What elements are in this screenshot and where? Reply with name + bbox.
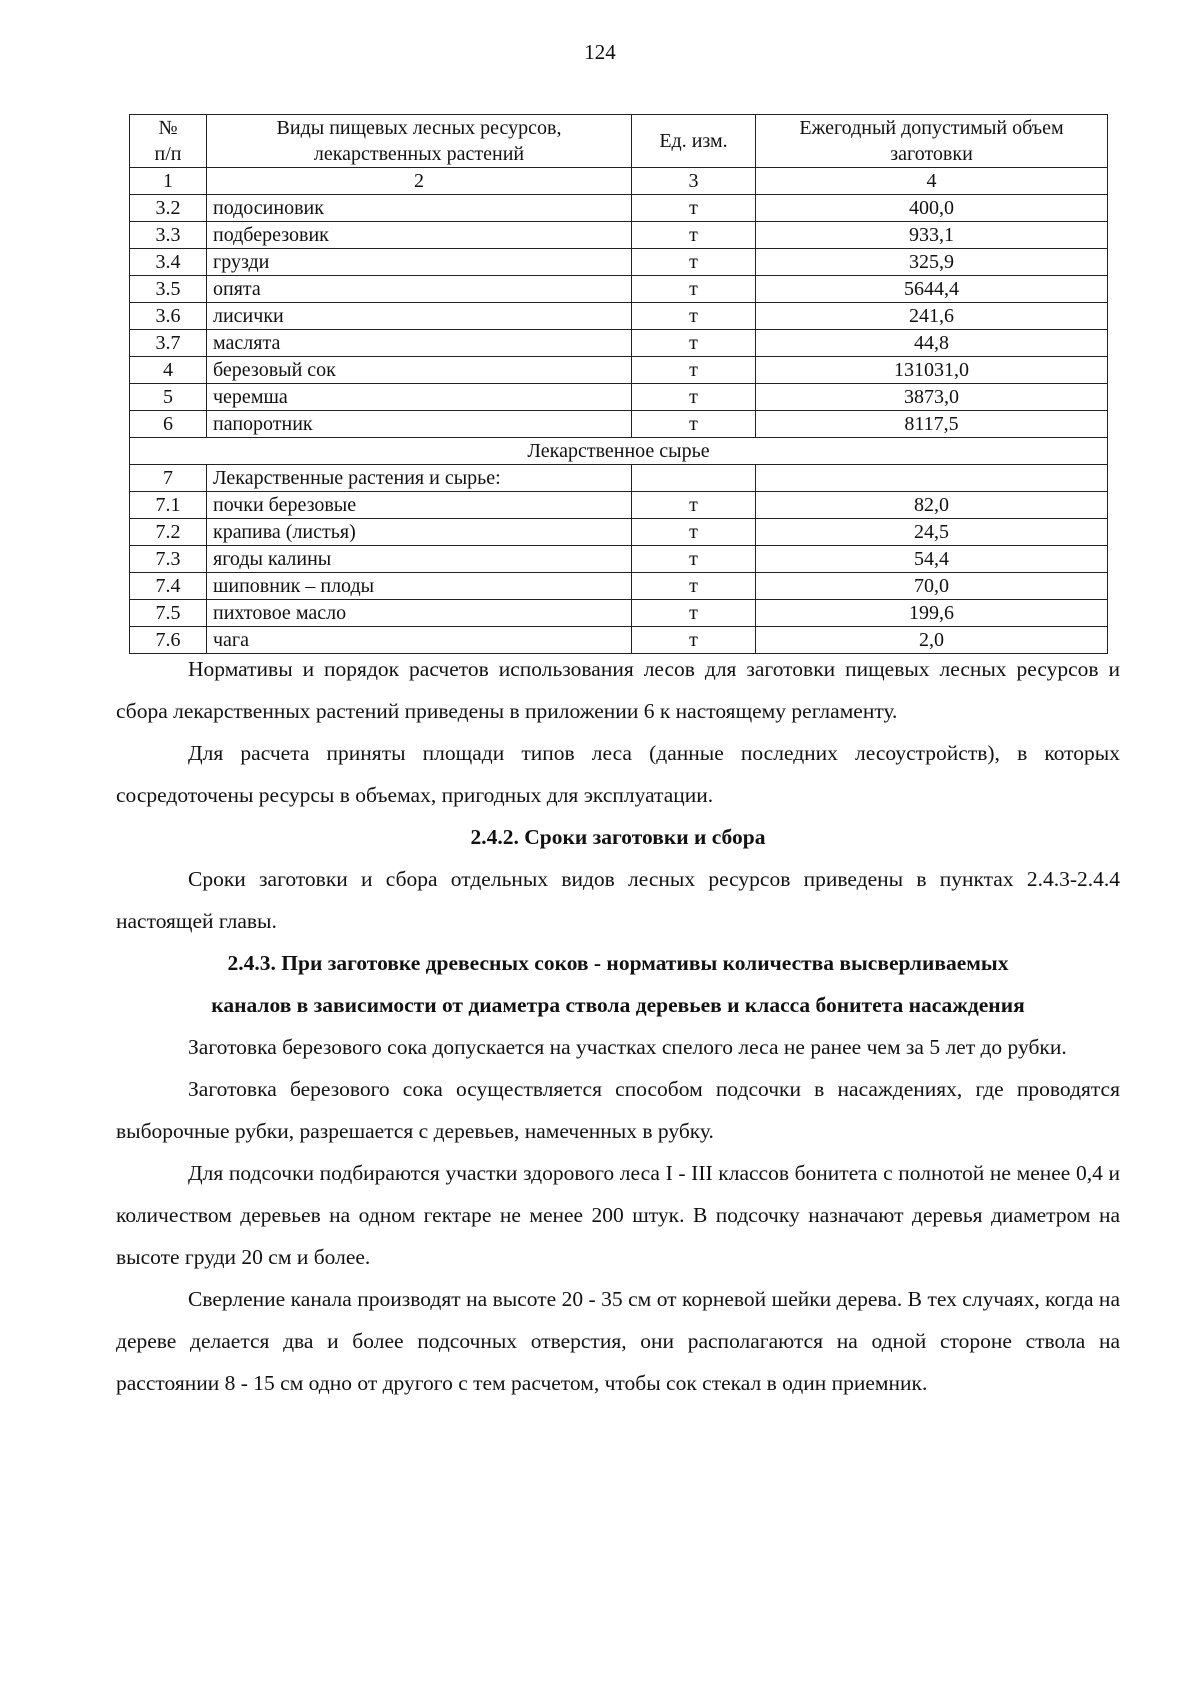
cell-unit: т (632, 546, 756, 573)
table-row (130, 330, 1108, 357)
cell-unit: т (632, 357, 756, 384)
cell-name: пихтовое масло (207, 600, 632, 627)
cell-volume: 933,1 (756, 222, 1108, 249)
paragraph-terms: Сроки заготовки и сбора отдельных видов лесных ресурсов приведены в пунктах 2.4.3-2.4.4 настоящей главы. (116, 867, 1120, 933)
header-name-line1: Виды пищевых лесных ресурсов, (276, 117, 562, 139)
page-number: 124 (584, 40, 616, 64)
table-row (130, 600, 1108, 627)
heading-terms: 2.4.2. Сроки заготовки и сбора (470, 825, 766, 849)
cell-name: маслята (207, 330, 632, 357)
cell-number: 7.1 (130, 492, 207, 519)
table-row (130, 357, 1108, 384)
cell-number: 3.4 (130, 249, 207, 276)
cell-number: 7.2 (130, 519, 207, 546)
table-row (130, 303, 1108, 330)
cell-volume: 5644,4 (756, 276, 1108, 303)
paragraph-sap-method: Заготовка березового сока осуществляется способом подсочки в насаждениях, где проводятся выборочные рубки, разрешается с деревьев, намеченных в рубку. (116, 1077, 1120, 1143)
paragraph-norms: Нормативы и порядок расчетов использования лесов для заготовки пищевых лесных ресурсов и сбора лекарственных растений приведены в приложении 6 к настоящему регламенту. (116, 657, 1120, 723)
body-text (116, 648, 1120, 1404)
header-name-line2: лекарственных растений (313, 143, 525, 165)
cell-number: 7.6 (130, 627, 207, 654)
cell-number: 3.7 (130, 330, 207, 357)
section-row (130, 438, 1108, 465)
table-row (130, 222, 1108, 249)
cell-name: подберезовик (207, 222, 632, 249)
column-numbers-row (130, 168, 1108, 195)
cell-number: 7 (130, 465, 207, 492)
header-num (130, 115, 207, 168)
cell-volume (756, 465, 1108, 492)
cell-name: чага (207, 627, 632, 654)
cell-name: березовый сок (207, 357, 632, 384)
header-name (207, 115, 632, 168)
header-unit: Ед. изм. (632, 115, 756, 168)
cell-number: 7.4 (130, 573, 207, 600)
cell-volume: 400,0 (756, 195, 1108, 222)
table-row (130, 276, 1108, 303)
cell-volume: 2,0 (756, 627, 1108, 654)
cell-unit: т (632, 600, 756, 627)
cell-unit (632, 465, 756, 492)
table-row (130, 411, 1108, 438)
cell-unit: т (632, 249, 756, 276)
cell-name: черемша (207, 384, 632, 411)
col-number: 4 (756, 168, 1108, 195)
cell-name: подосиновик (207, 195, 632, 222)
cell-volume: 44,8 (756, 330, 1108, 357)
cell-number: 6 (130, 411, 207, 438)
cell-name: грузди (207, 249, 632, 276)
cell-unit: т (632, 276, 756, 303)
header-num-line2: п/п (154, 143, 182, 165)
cell-volume: 325,9 (756, 249, 1108, 276)
table-row (130, 519, 1108, 546)
cell-name: папоротник (207, 411, 632, 438)
header-num-line1: № (158, 117, 178, 139)
cell-name: опята (207, 276, 632, 303)
cell-name: крапива (листья) (207, 519, 632, 546)
table-row (130, 492, 1108, 519)
section-label: Лекарственное сырье (130, 438, 1108, 465)
cell-unit: т (632, 573, 756, 600)
cell-name: шиповник – плоды (207, 573, 632, 600)
cell-unit: т (632, 627, 756, 654)
cell-unit: т (632, 411, 756, 438)
cell-name: почки березовые (207, 492, 632, 519)
cell-number: 7.3 (130, 546, 207, 573)
paragraph-sap-selection: Для подсочки подбираются участки здорового леса I - III классов бонитета с полнотой не менее 0,4 и количеством деревьев на одном гектаре не менее 200 штук. В подсочку назначают деревья диаметром на высоте груди 20 см и более. (116, 1161, 1120, 1269)
cell-unit: т (632, 492, 756, 519)
cell-number: 3.5 (130, 276, 207, 303)
cell-number: 5 (130, 384, 207, 411)
table-row (130, 546, 1108, 573)
cell-number: 4 (130, 357, 207, 384)
cell-number: 3.3 (130, 222, 207, 249)
cell-volume: 24,5 (756, 519, 1108, 546)
cell-volume: 199,6 (756, 600, 1108, 627)
col-number: 2 (207, 168, 632, 195)
cell-unit: т (632, 384, 756, 411)
cell-volume: 82,0 (756, 492, 1108, 519)
cell-name: лисички (207, 303, 632, 330)
table-row (130, 573, 1108, 600)
header-volume (756, 115, 1108, 168)
header-volume-line2: заготовки (890, 143, 973, 165)
cell-volume: 241,6 (756, 303, 1108, 330)
paragraph-sap-timing: Заготовка березового сока допускается на участках спелого леса не ранее чем за 5 лет до рубки. (188, 1035, 1067, 1059)
cell-unit: т (632, 330, 756, 357)
cell-number: 3.6 (130, 303, 207, 330)
table-row (130, 195, 1108, 222)
col-number: 1 (130, 168, 207, 195)
paragraph-forest-types: Для расчета приняты площади типов леса (данные последних лесоустройств), в которых сосредоточены ресурсы в объемах, пригодных для эксплуатации. (116, 741, 1120, 807)
resources-table (129, 114, 1108, 654)
heading-sap-line1: 2.4.3. При заготовке древесных соков - нормативы количества высверливаемых (227, 951, 1009, 975)
cell-unit: т (632, 303, 756, 330)
cell-unit: т (632, 195, 756, 222)
cell-name: Лекарственные растения и сырье: (207, 465, 632, 492)
group-row (130, 465, 1108, 492)
cell-unit: т (632, 222, 756, 249)
cell-name: ягоды калины (207, 546, 632, 573)
cell-volume: 70,0 (756, 573, 1108, 600)
cell-unit: т (632, 519, 756, 546)
table-row (130, 384, 1108, 411)
header-volume-line1: Ежегодный допустимый объем (799, 117, 1064, 139)
cell-number: 3.2 (130, 195, 207, 222)
cell-volume: 131031,0 (756, 357, 1108, 384)
cell-volume: 3873,0 (756, 384, 1108, 411)
table-row (130, 249, 1108, 276)
cell-volume: 54,4 (756, 546, 1108, 573)
cell-volume: 8117,5 (756, 411, 1108, 438)
table-header-row (130, 115, 1108, 168)
col-number: 3 (632, 168, 756, 195)
paragraph-sap-drilling: Сверление канала производят на высоте 20 - 35 см от корневой шейки дерева. В тех случаях, когда на дереве делается два и более подсочных отверстия, они располагаются на одной стороне ствола на расстоянии 8 - 15 см одно от другого с тем расчетом, чтобы сок стекал в один приемник. (116, 1287, 1120, 1395)
heading-sap-line2: каналов в зависимости от диаметра ствола деревьев и класса бонитета насаждения (211, 993, 1025, 1017)
cell-number: 7.5 (130, 600, 207, 627)
